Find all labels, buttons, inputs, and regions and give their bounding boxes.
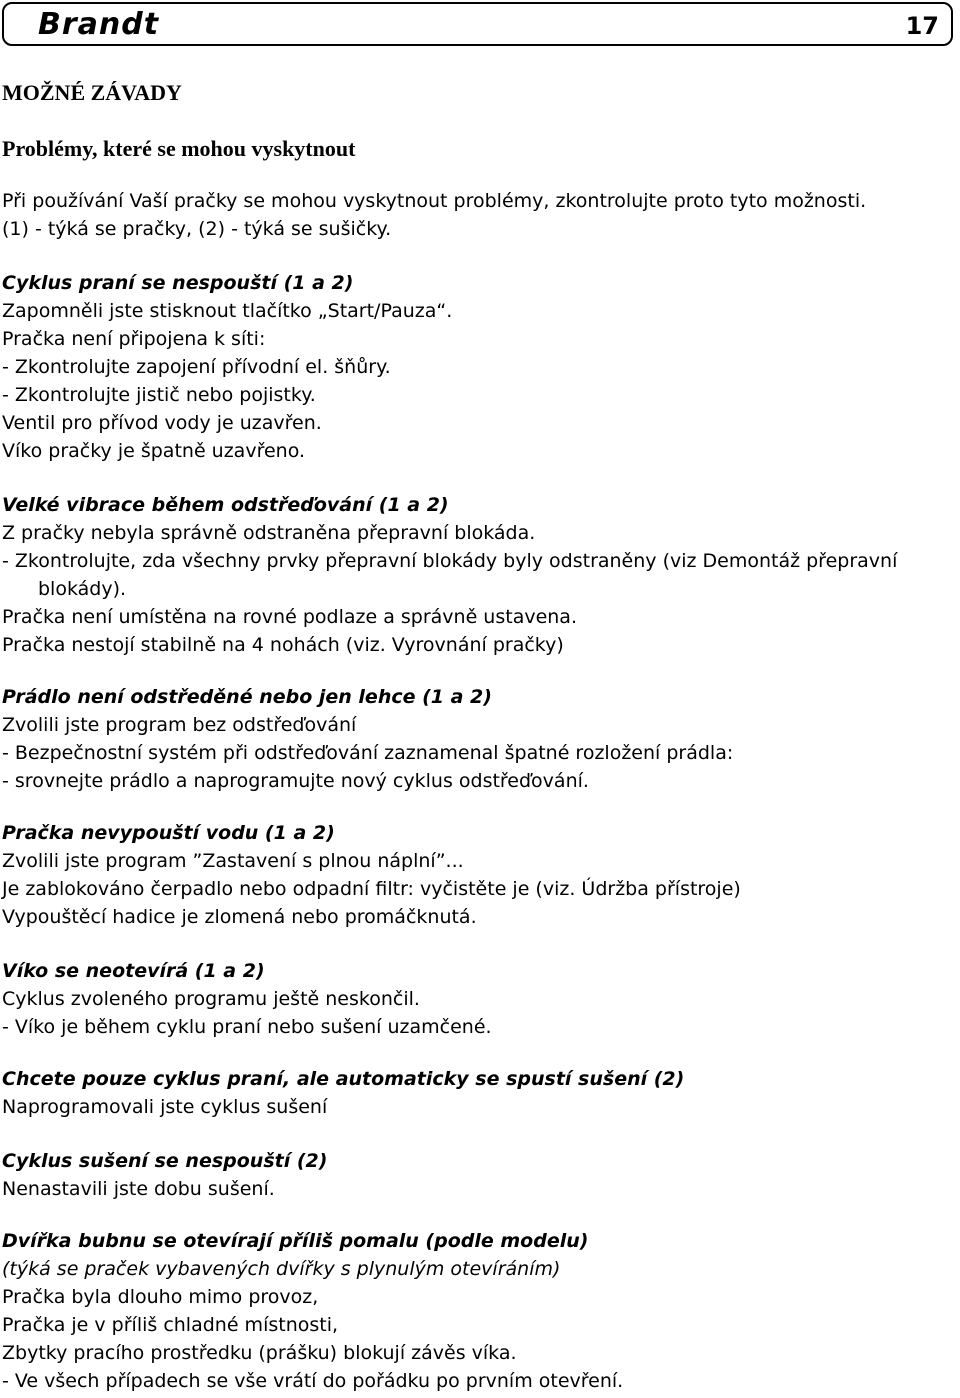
section-line: - Zkontrolujte jistič nebo pojistky. [2,384,316,406]
section-heading: Víko se neotevírá (1 a 2) [2,960,265,982]
section-line: Cyklus zvoleného programu ještě neskončil. [2,988,420,1010]
section-line: Pračka není umístěna na rovné podlaze a správně ustavena. [2,606,577,628]
section-line: Pračka nestojí stabilně na 4 nohách (viz. Vyrovnání pračky) [2,634,564,656]
section-line: Pračka není připojena k síti: [2,328,266,350]
section-heading: Pračka nevypouští vodu (1 a 2) [2,822,335,844]
section-line: Pračka je v příliš chladné místnosti, [2,1314,339,1336]
section-line: Zvolili jste program bez odstřeďování [2,714,357,736]
section-line: Pračka byla dlouho mimo provoz, [2,1286,319,1308]
section-line: Zvolili jste program ”Zastavení s plnou náplní”... [2,850,464,872]
section-line: Naprogramovali jste cyklus sušení [2,1096,328,1118]
section-line: - Zkontrolujte, zda všechny prvky přepravní blokády byly odstraněny (viz Demontáž přepravní [2,550,898,572]
section-line: - Víko je během cyklu praní nebo sušení uzamčené. [2,1016,492,1038]
page-subtitle: Problémy, které se mohou vyskytnout [2,136,356,161]
section-line: Víko pračky je špatně uzavřeno. [2,440,306,462]
section-heading: Prádlo není odstředěné nebo jen lehce (1 a 2) [2,686,492,708]
section-heading: Cyklus sušení se nespouští (2) [2,1150,328,1172]
section-line: Z pračky nebyla správně odstraněna přepravní blokáda. [2,522,536,544]
section-line: - srovnejte prádlo a naprogramujte nový cyklus odstřeďování. [2,770,589,792]
section-line: - Ve všech případech se vše vrátí do pořádku po prvním otevření. [2,1370,624,1392]
section-heading: Chcete pouze cyklus praní, ale automaticky se spustí sušení (2) [2,1068,685,1090]
section-line: Nenastavili jste dobu sušení. [2,1178,275,1200]
section-line: - Bezpečnostní systém při odstřeďování zaznamenal špatné rozložení prádla: [2,742,734,764]
intro-line: (1) - týká se pračky, (2) - týká se sušičky. [2,218,392,240]
section-line: Vypouštěcí hadice je zlomená nebo promáčknutá. [2,906,477,928]
section-heading: Cyklus praní se nespouští (1 a 2) [2,272,354,294]
section-note: (týká se praček vybavených dvířky s plynulým otevíráním) [2,1258,561,1280]
section-line: Zapomněli jste stisknout tlačítko „Start/Pauza“. [2,300,453,322]
section-line: - Zkontrolujte zapojení přívodní el. šňůry. [2,356,391,378]
intro-line: Při používání Vaší pračky se mohou vyskytnout problémy, zkontrolujte proto tyto možnosti. [2,190,867,212]
page-title: MOŽNÉ ZÁVADY [2,80,182,105]
section-heading: Velké vibrace během odstřeďování (1 a 2) [2,494,449,516]
page-header [2,2,953,46]
section-line: Ventil pro přívod vody je uzavřen. [2,412,322,434]
section-line: Je zablokováno čerpadlo nebo odpadní filtr: vyčistěte je (viz. Údržba přístroje) [2,878,741,900]
brand-logo: Brandt [38,7,160,42]
section-line: blokády). [38,578,127,600]
page-number: 17 [905,12,939,40]
section-heading: Dvířka bubnu se otevírají příliš pomalu (podle modelu) [2,1230,589,1252]
section-line: Zbytky pracího prostředku (prášku) blokují závěs víka. [2,1342,517,1364]
